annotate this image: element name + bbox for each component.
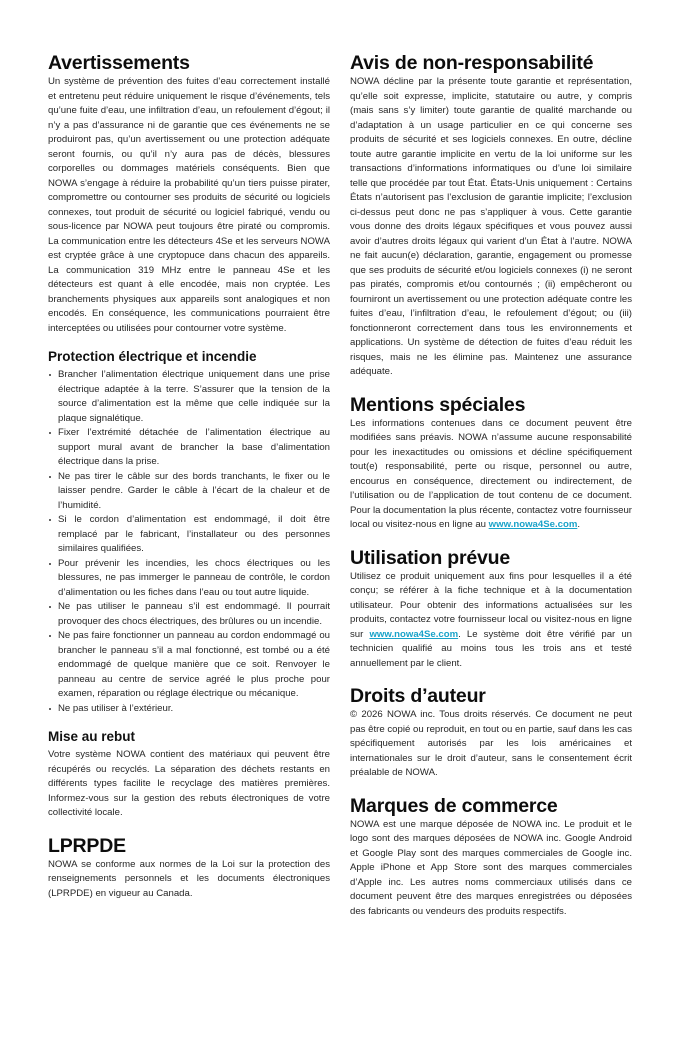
list-item: Pour prévenir les incendies, les chocs électriques ou les blessures, ne pas immerger le panneau de contrôle, le cordon d’alimentation ou les fiches dans l’eau ou tout autre liquide. <box>48 557 330 601</box>
text-marques: NOWA est une marque déposée de NOWA inc. Le produit et le logo sont des marques déposées de NOWA inc. Google Android et Google Play sont des marques commerciales de Google inc. Apple iPhone et App Store sont des marques commerciales d’Apple inc. Les autres noms commerciaux utilisés dans ce document peuvent être des marques enregistrées ou déposées des fabricants ou vendeurs des produits respectifs. <box>350 818 632 917</box>
section-utilisation <box>350 547 632 672</box>
heading-avis: Avis de non-responsabilité <box>350 52 594 74</box>
list-item: Ne pas utiliser à l’extérieur. <box>48 702 330 717</box>
utilisation-body-before: Utilisez ce produit uniquement aux fins pour lesquelles il a été conçu; se référer à la fiche technique et à la documentation utilisateur. Pour obtenir des informations actualisées sur les produits, contactez votre fournisseur local ou visitez-nous en ligne sur <box>350 570 632 640</box>
mentions-body: Les informations contenues dans ce document peuvent être modifiées sans préavis. NOWA n’assume aucune responsabilité pour les inexactitudes ou omissions et décline spécifiquement tout(e) responsabilité, perte ou risque, personnel ou autre, encourus en conséquence, directement ou indirectement, de l’utilisation ou de l’application de tout contenu de ce document. Pour la documentation la plus récente, contactez votre fournisseur local ou visitez-nous en ligne au <box>350 417 632 530</box>
website-link[interactable]: www.nowa4Se.com <box>488 519 578 530</box>
text-avertissements: Un système de prévention des fuites d’eau correctement installé et entretenu peut réduire uniquement le risque d’événements, tels qu’une fuite d’eau, une infiltration d’eau, un refoulement d’égout; il n’y a pas d’assurance ni de garantie que ces événements ne se produiront pas, qu’un avertissement ou une protection adéquate seront fournis, ou qu’il n’y aura pas de décès, blessures corporelles ou dommages matériels conséquents. Bien que NOWA s’engage à réduire la probabilité qu’un tiers puisse pirater, compromettre ou contourner ses produits de sécurité ou logiciels connexes, tout produit de sécurité ou logiciel fabriqué, vendu ou sous-licence par NOWA peut toujours être piraté ou compromis. La communication entre les détecteurs 4Se et les serveurs NOWA est cryptée grâce à une cryptopuce dans chacun des appareils. La communication 319 MHz entre le panneau 4Se et les détecteurs est quant à elle encodée, mais non cryptée. Les branchements physiques aux appareils sont analogiques et non encodés. En conséquence, les communications pourraient être interceptées ou utilisées pour contourner votre système. <box>48 76 330 334</box>
text-mise-au-rebut: Votre système NOWA contient des matériaux qui peuvent être récupérés ou recyclés. La séparation des déchets restants en différents types facilite le recyclage des matières premières. Informez-vous sur la gestion des rebuts électroniques de votre collectivité locale. <box>48 749 330 818</box>
section-marques <box>350 795 632 920</box>
heading-mentions: Mentions spéciales <box>350 393 526 416</box>
section-droits <box>350 685 632 781</box>
list-item: Si le cordon d’alimentation est endommagé, il doit être remplacé par le fabricant, l’installateur ou des personnes similaires qualifiées. <box>48 513 330 557</box>
heading-utilisation: Utilisation prévue <box>350 546 511 569</box>
text-lprpde: NOWA se conforme aux normes de la Loi sur la protection des renseignements personnels et les documents électroniques (LPRPDE) en vigueur au Canada. <box>48 858 330 899</box>
section-avertissements <box>48 52 330 821</box>
heading-droits: Droits d’auteur <box>350 685 486 707</box>
text-mentions <box>350 417 632 533</box>
document-page <box>48 52 632 919</box>
mentions-suffix: . <box>577 519 581 530</box>
left-column <box>48 52 330 919</box>
text-droits: © 2026 NOWA inc. Tous droits réservés. Ce document ne peut pas être copié ou reproduit, en tout ou en partie, sauf dans les cas spécifiquement autorisés par les lois américaines et internationales sur le droit d’auteur, sans le consentement écrit préalable de NOWA. <box>350 709 632 778</box>
heading-mise-au-rebut: Mise au rebut <box>48 729 136 744</box>
text-utilisation <box>350 570 632 672</box>
text-avis: NOWA décline par la présente toute garantie et représentation, qu’elle soit expresse, implicite, statutaire ou autre, y compris (mais sans s’y limiter) toute garantie de qualité marchande ou d’adaptation à un usage particulier en ce qui concerne ses produits de sécurité et ses logiciels connexes. En outre, décline toute autre garantie implicite en vertu de la loi uniforme sur les transactions d’informations informatiques ou d’une loi similaire telle que procédée par tout État. États-Unis uniquement : Certains États n’autorisent pas l’exclusion de garantie implicite; l’exclusion ci-dessus peut donc ne pas s’appliquer à vous. Cette garantie vous donne des droits légaux spécifiques et vous pouvez aussi avoir d’autres droits légaux qui varient d’un État à l’autre. NOWA ne fait aucun(e) déclaration, garantie, engagement ou promesse que ses produits de sécurité et/ou logiciels connexes (i) ne seront pas piratés, compromis et/ou contournés ; (ii) empêcheront ou fourniront un avertissement ou une protection adéquate contre les fuites d’eau, l’infiltration d’eau, le refoulement d’égout; ou (iii) fonctionneront correctement dans tous les environnements et applications. Un système de détection de fuites d’eau réduit les risques, mais ne les élimine pas. Maintenez une assurance adéquate. <box>350 76 632 377</box>
section-avis <box>350 52 632 380</box>
heading-avertissements: Avertissements <box>48 52 190 74</box>
heading-lprpde: LPRPDE <box>48 834 126 857</box>
section-mentions <box>350 394 632 533</box>
list-item: Brancher l’alimentation électrique uniquement dans une prise électrique adaptée à la terre. S’assurer que la tension de la source d’alimentation est la même que celle indiquée sur la plaque signalétique. <box>48 368 330 426</box>
list-item: Ne pas tirer le câble sur des bords tranchants, le fixer ou le laisser pendre. Garder le câble à l’écart de la chaleur et de l’humidité. <box>48 470 330 514</box>
heading-marques: Marques de commerce <box>350 794 558 817</box>
list-item: Ne pas faire fonctionner un panneau au cordon endommagé ou brancher le panneau s’il a mal fonctionné, est tombé ou a été endommagé de quelque manière que ce soit. Renvoyer le panneau au centre de service agréé le plus proche pour examen, réparation ou réglage électrique ou mécanique. <box>48 629 330 702</box>
heading-protection: Protection électrique et incendie <box>48 349 257 364</box>
right-column <box>350 52 632 919</box>
list-item: Ne pas utiliser le panneau s’il est endommagé. Il pourrait provoquer des chocs électriques, des brûlures ou un incendie. <box>48 600 330 629</box>
utilisation-body-after: . Le système doit être vérifié par un technicien qualifié au moins tous les trois ans et testé annuellement par le client. <box>350 628 633 669</box>
section-lprpde <box>48 835 330 902</box>
list-item: Fixer l’extrémité détachée de l’alimentation électrique au support mural avant de brancher la base d’alimentation électrique dans la prise. <box>48 426 330 470</box>
protection-list <box>48 368 330 716</box>
website-link[interactable]: www.nowa4Se.com <box>369 628 459 640</box>
